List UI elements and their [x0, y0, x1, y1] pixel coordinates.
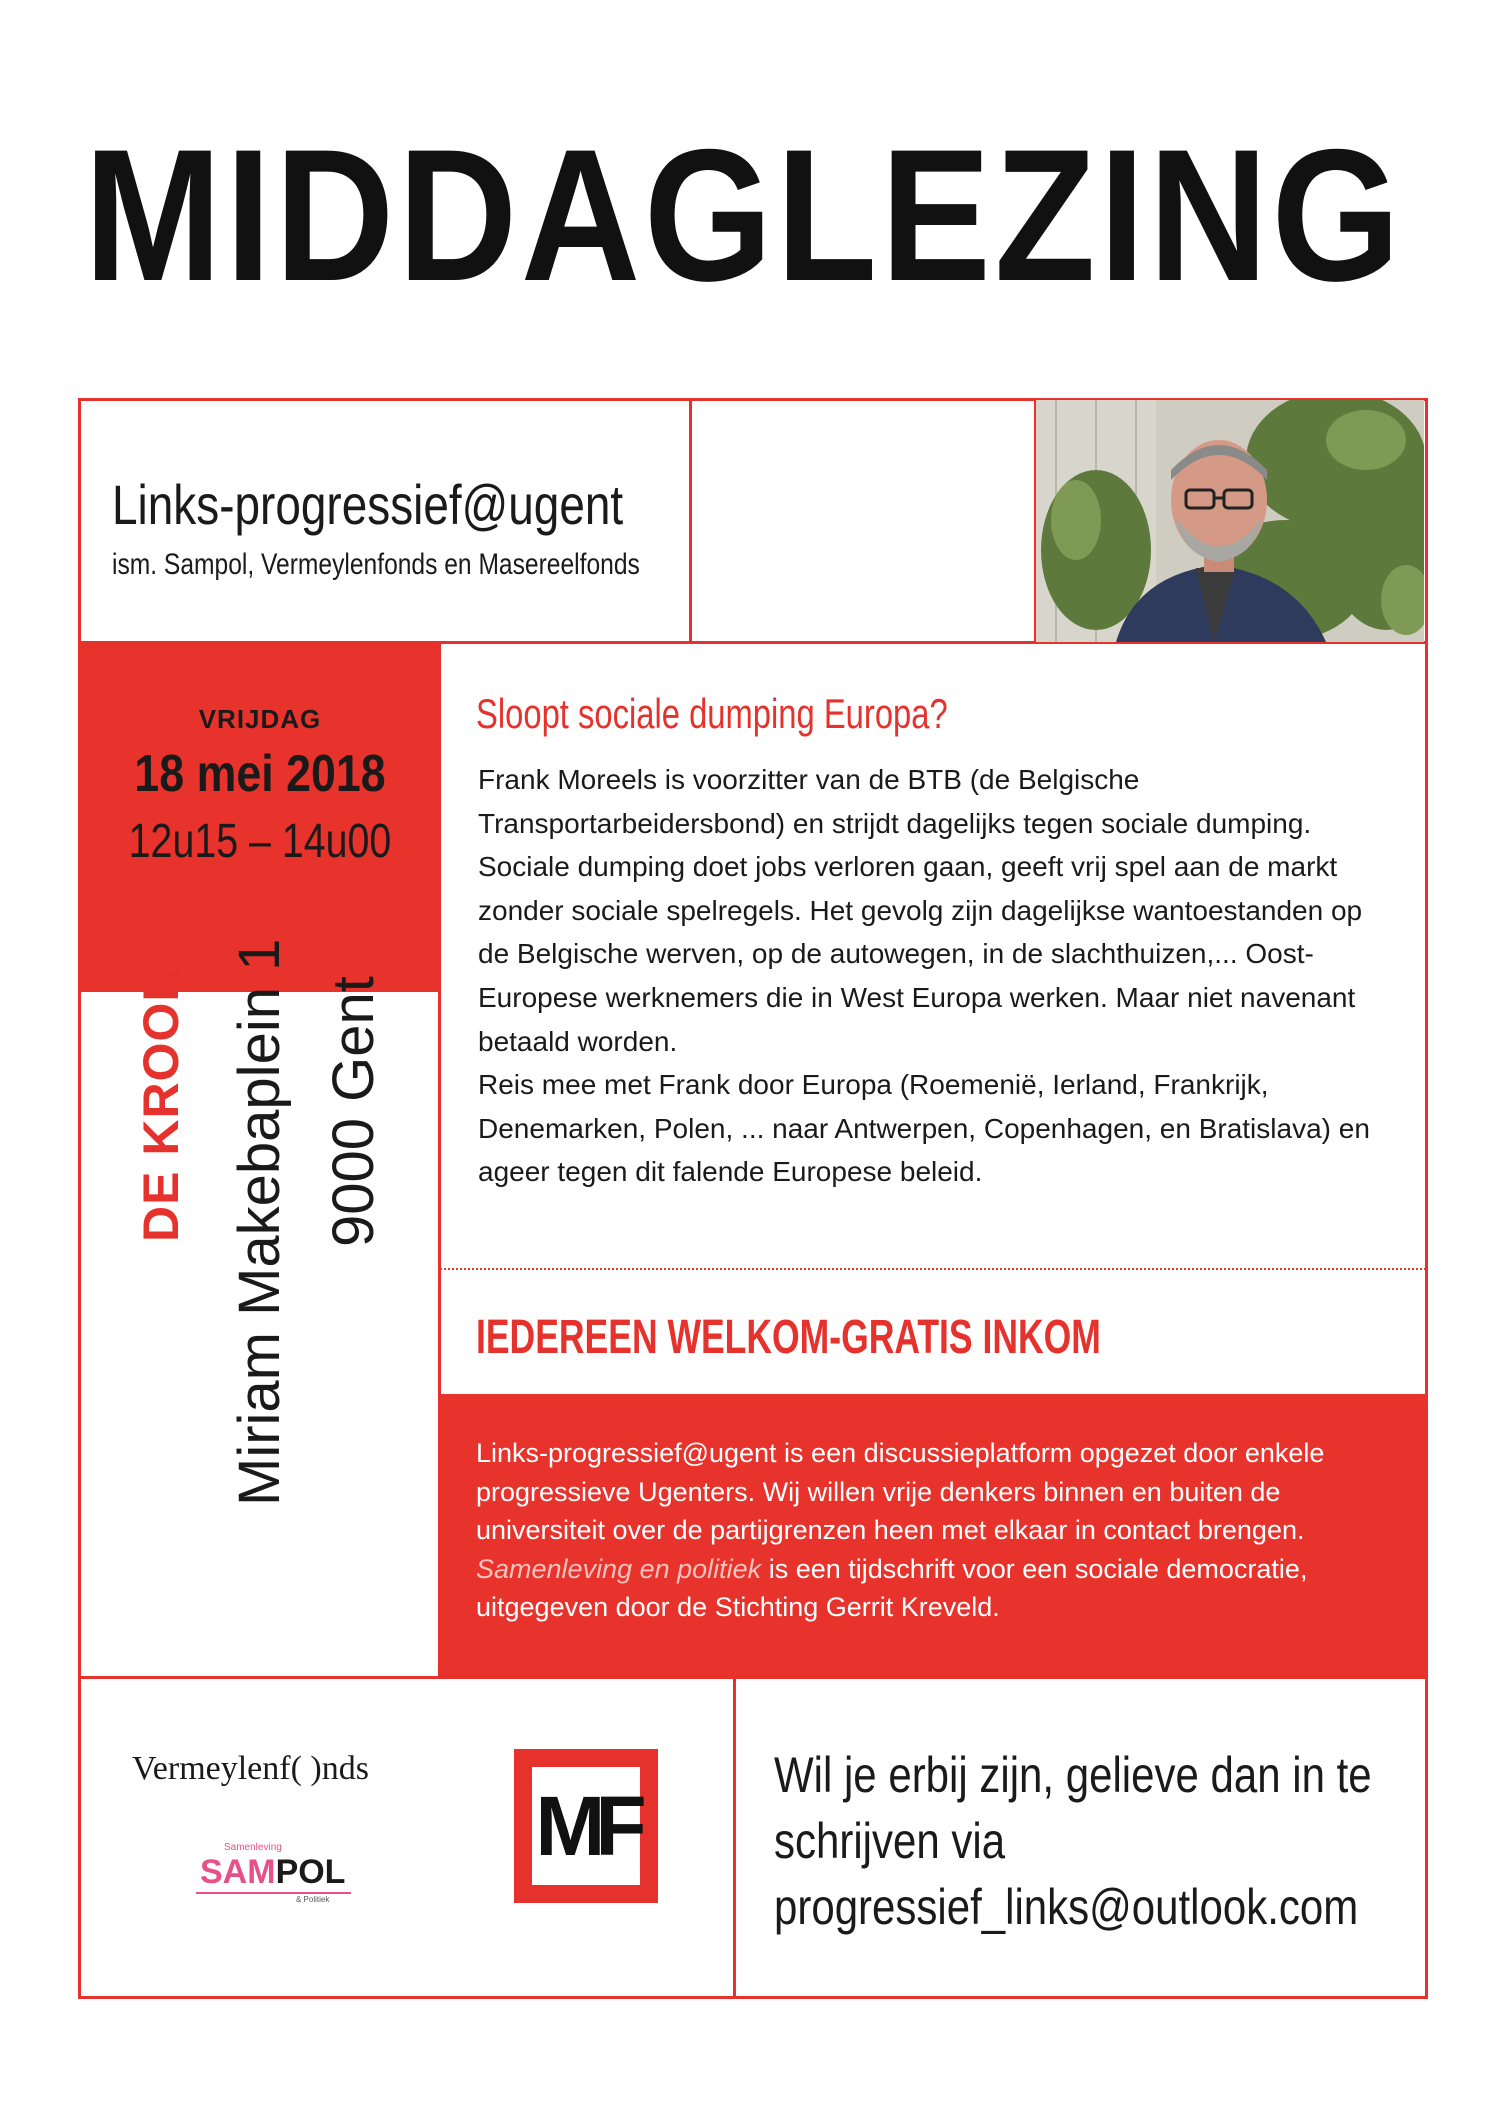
sampol-sam: SAM	[200, 1853, 276, 1891]
event-date: 18 mei 2018	[134, 745, 386, 803]
event-day: VRIJDAG	[198, 704, 322, 734]
lecture-paragraph: Reis mee met Frank door Europa (Roemenië, Ierland, Frankrijk, Denemarken, Polen, ... naar Antwerpen, Copenhagen, en Bratislava) en ageer tegen dit falende Europese beleid.	[478, 1069, 1370, 1188]
info-text	[476, 1434, 1396, 1627]
info-block	[440, 1394, 1426, 1676]
sampol-logo	[196, 1840, 376, 1904]
footer-top-line	[78, 1676, 1428, 1679]
info-text-part-2: is een tijdschrift voor een sociale democratie, uitgegeven door de Stichting Gerrit Kreveld.	[476, 1553, 1308, 1622]
sampol-logo-top: Samenleving	[224, 1842, 282, 1853]
event-time: 12u15 – 14u00	[128, 815, 392, 868]
registration-text	[774, 1742, 1379, 1940]
vermeylenfonds-logo: Vermeylenf( )nds	[132, 1750, 369, 1787]
frame-left-line	[78, 398, 81, 1999]
masereelfonds-logo-text: MF	[532, 1767, 640, 1885]
welcome-banner: IEDEREEN WELKOM-GRATIS INKOM	[476, 1311, 1101, 1364]
venue-street: Miriam Makebaplein 1	[227, 938, 292, 1506]
lecture-subtitle: Sloopt sociale dumping Europa?	[476, 690, 948, 737]
sampol-logo-main	[196, 1852, 351, 1894]
organizer-name: Links-progressief@ugent	[112, 473, 624, 536]
info-text-part-1: Links-progressief@ugent is een discussieplatform opgezet door enkele progressieve Ugenters. Wij willen vrije denkers binnen en buiten de universiteit over de partijgrenzen heen met elkaar in contact brengen.	[476, 1438, 1325, 1545]
venue-city: 9000 Gent	[321, 976, 386, 1247]
lecture-paragraph: Frank Moreels is voorzitter van de BTB (de Belgische Transportarbeidersbond) en strijdt dagelijks tegen sociale dumping.	[478, 764, 1312, 839]
lecture-body	[478, 758, 1398, 1194]
registration-instruction: Wil je erbij zijn, gelieve dan in te schrijven via	[774, 1747, 1372, 1869]
lecture-paragraph: Sociale dumping doet jobs verloren gaan, geeft vrij spel aan de markt zonder sociale spelregels. Het gevolg zijn dagelijkse wantoestanden op de Belgische werven, op de autowegen, in de slachthuizen,... Oost-Europese werknemers die in West Europa werken. Maar niet navenant betaald worden.	[478, 851, 1363, 1057]
frame-bottom-line	[78, 1996, 1428, 1999]
dotted-divider	[440, 1268, 1426, 1270]
page-title: MIDDAGLEZING	[84, 110, 1404, 320]
footer-divider	[733, 1676, 736, 1998]
masereelfonds-logo	[514, 1749, 658, 1903]
sampol-logo-bottom: & Politiek	[296, 1895, 330, 1904]
frame-right-line	[1425, 398, 1428, 1999]
info-italic-title: Samenleving en politiek	[476, 1553, 762, 1584]
organizer-partners: ism. Sampol, Vermeylenfonds en Masereelfonds	[112, 548, 640, 581]
venue-name: DE KROOK	[133, 964, 189, 1242]
speaker-photo	[1036, 400, 1424, 642]
header-divider-1	[689, 398, 692, 643]
sampol-pol: POL	[275, 1853, 346, 1891]
registration-email[interactable]: progressief_links@outlook.com	[774, 1879, 1359, 1935]
